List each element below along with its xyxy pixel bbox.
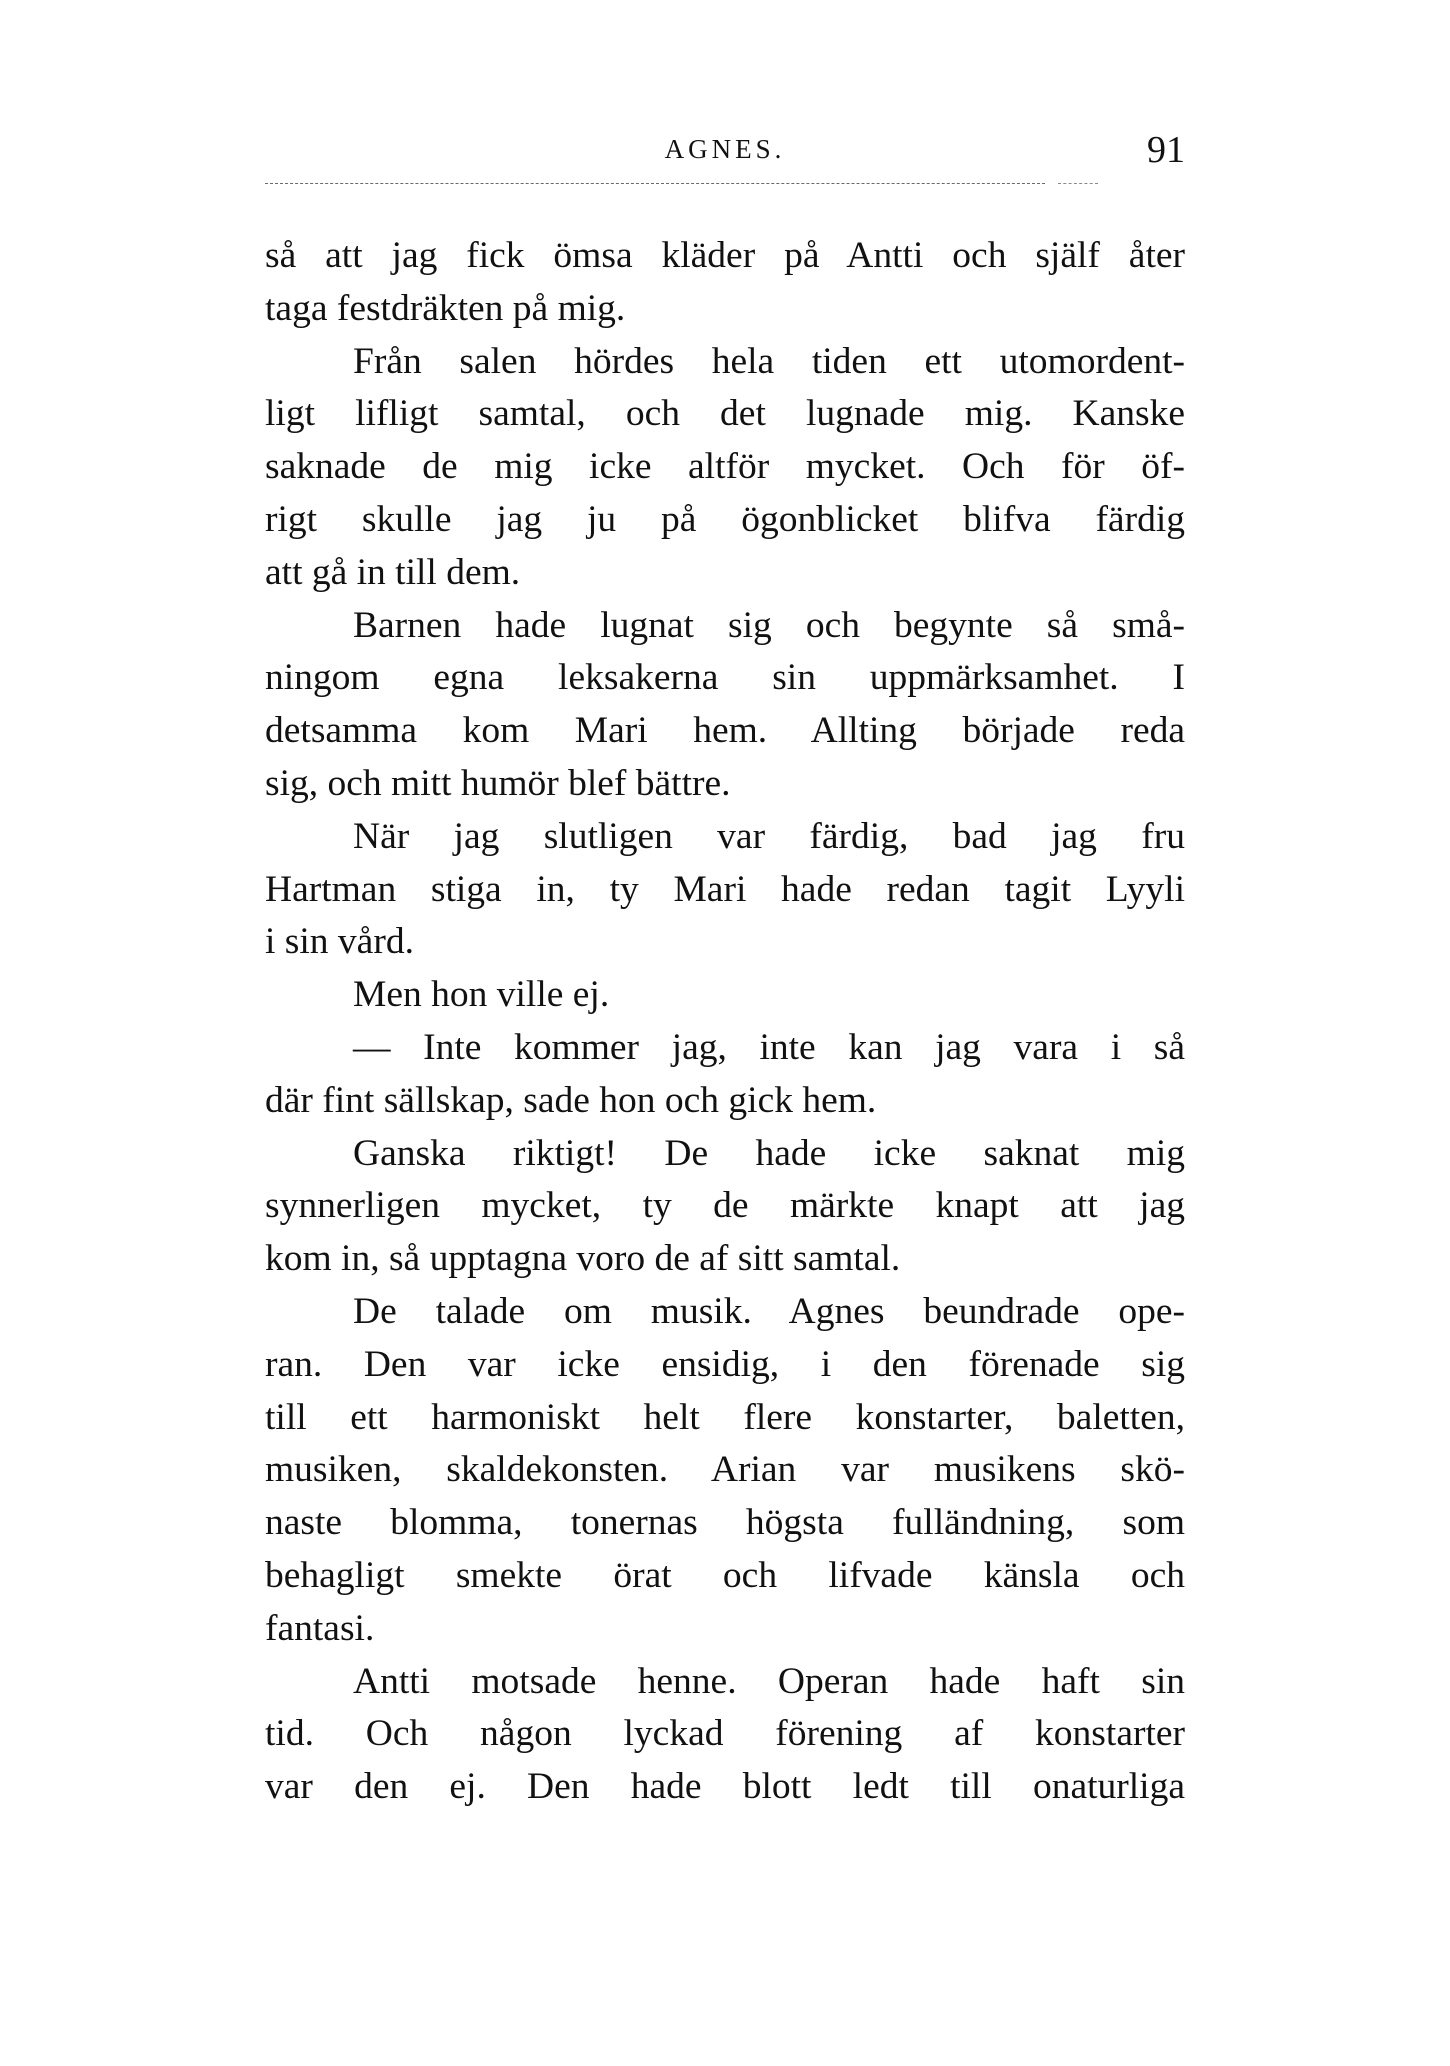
text-line: När jag slutligen var färdig, bad jag fru (353, 815, 1185, 857)
text-line: att gå in till dem. (265, 551, 521, 593)
text-line: var den ej. Den hade blott ledt till onaturliga (265, 1766, 1185, 1808)
text-line: där fint sällskap, sade hon och gick hem. (265, 1079, 877, 1121)
text-line: Men hon ville ej. (353, 974, 610, 1016)
text-line: så att jag fick ömsa kläder på Antti och själf åter (265, 235, 1185, 276)
text-line: ran. Den var icke ensidig, i den förenade sig (265, 1343, 1185, 1385)
text-line: taga festdräkten på mig. (265, 287, 626, 329)
text-line: fantasi. (265, 1607, 375, 1649)
text-line: tid. Och någon lyckad förening af konstarter (265, 1713, 1185, 1755)
header-rule-tail (1058, 183, 1098, 184)
text-line: Ganska riktigt! De hade icke saknat mig (353, 1132, 1185, 1174)
page-number: 91 (1147, 129, 1185, 171)
running-head (265, 128, 1185, 171)
body-text (265, 230, 1185, 1814)
text-line: detsamma kom Mari hem. Allting började reda (265, 710, 1185, 752)
header-rule (265, 183, 1045, 184)
text-line: synnerligen mycket, ty de märkte knapt att jag (265, 1185, 1185, 1227)
text-line: — Inte kommer jag, inte kan jag vara i så (353, 1026, 1185, 1068)
text-line: till ett harmoniskt helt flere konstarter, baletten, (265, 1396, 1185, 1438)
text-line: De talade om musik. Agnes beundrade ope- (353, 1290, 1185, 1332)
text-line: musiken, skaldekonsten. Arian var musikens skö- (265, 1449, 1185, 1491)
text-line: behagligt smekte örat och lifvade känsla och (265, 1554, 1185, 1596)
text-line: Barnen hade lugnat sig och begynte så små- (353, 604, 1185, 646)
text-line: ligt lifligt samtal, och det lugnade mig. Kanske (265, 393, 1185, 435)
text-line: i sin vård. (265, 921, 414, 963)
text-line: Antti motsade henne. Operan hade haft sin (353, 1660, 1185, 1702)
text-line: Från salen hördes hela tiden ett utomordent- (353, 340, 1185, 382)
text-line: sig, och mitt humör blef bättre. (265, 762, 731, 804)
text-line: rigt skulle jag ju på ögonblicket blifva färdig (265, 498, 1185, 540)
text-line: kom in, så upptagna voro de af sitt samtal. (265, 1238, 901, 1280)
text-line: naste blomma, tonernas högsta fulländning, som (265, 1502, 1185, 1544)
text-line: ningom egna leksakerna sin uppmärksamhet. I (265, 657, 1185, 699)
text-line: saknade de mig icke altför mycket. Och för öf- (265, 446, 1185, 488)
text-line: Hartman stiga in, ty Mari hade redan tagit Lyyli (265, 868, 1185, 910)
running-title: AGNES. (664, 134, 786, 164)
